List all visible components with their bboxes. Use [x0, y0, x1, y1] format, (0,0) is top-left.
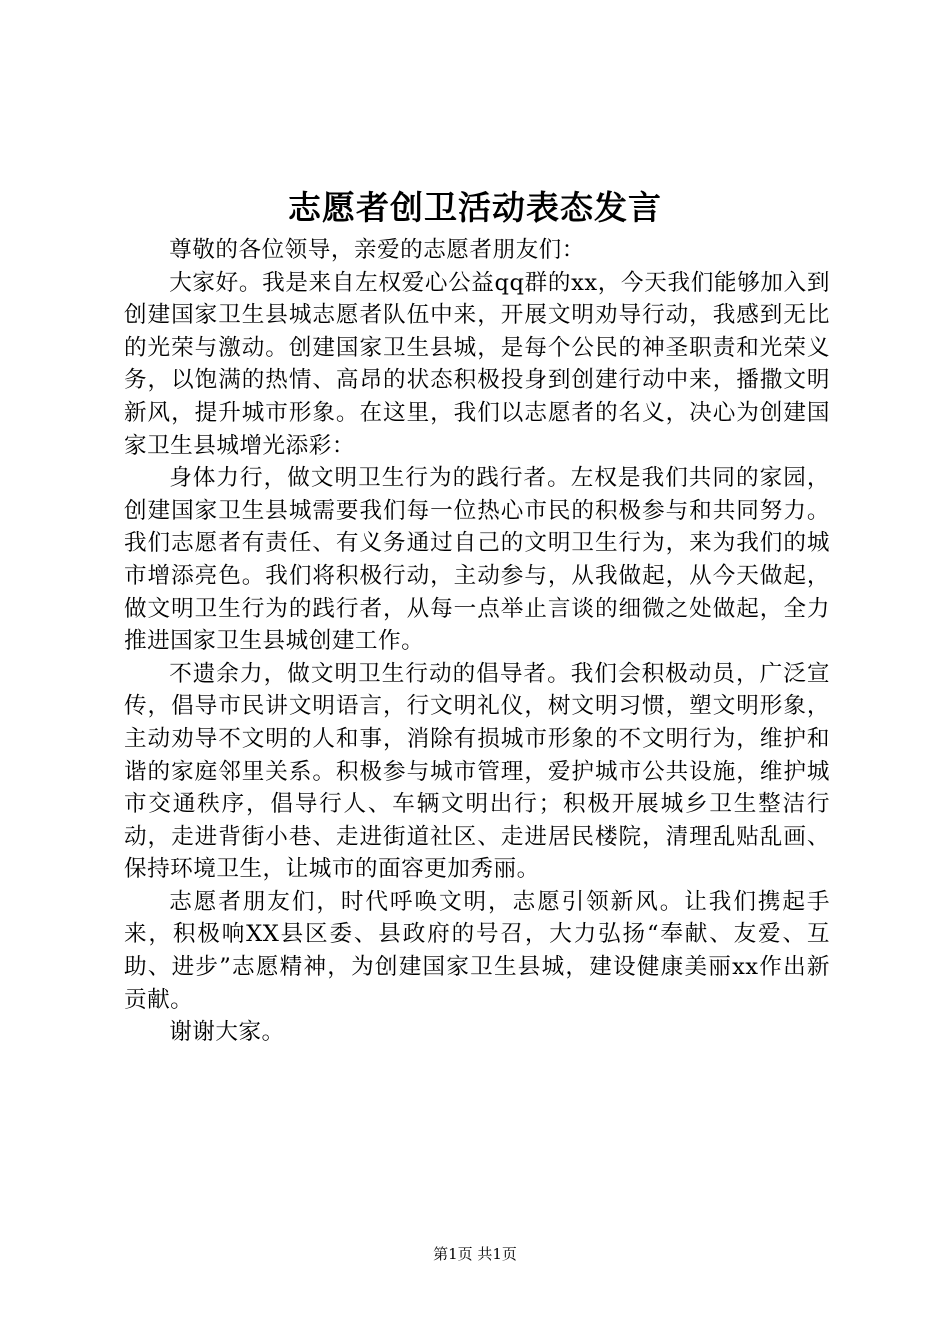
document-title: 志愿者创卫活动表态发言 [288, 188, 662, 227]
page-number-footer: 第1页 共1页 [433, 1245, 517, 1263]
document-body [124, 234, 830, 1049]
advocacy-paragraph: 不遗余力，做文明卫生行动的倡导者。我们会积极动员，广泛宣传，倡导市民讲文明语言，行文明礼仪，树文明习惯，塑文明形象，主动劝导不文明的人和事，消除有损城市形象的不文明行为，维护和谐的家庭邻里关系。积极参与城市管理，爱护城市公共设施，维护城市交通秩序，倡导行人、车辆文明出行；积极开展城乡卫生整洁行动，走进背街小巷、走进街道社区、走进居民楼院，清理乱贴乱画、保持环境卫生，让城市的面容更加秀丽。 [124, 660, 830, 883]
salutation-paragraph: 尊敬的各位领导，亲爱的志愿者朋友们： [169, 237, 585, 263]
call-to-action-paragraph: 志愿者朋友们，时代呼唤文明，志愿引领新风。让我们携起手来，积极响XX县区委、县政府的号召，大力弘扬“奉献、友爱、互助、进步”志愿精神，为创建国家卫生县城，建设健康美丽xx作出新贡献。 [124, 888, 830, 1013]
practice-paragraph: 身体力行，做文明卫生行为的践行者。左权是我们共同的家园，创建国家卫生县城需要我们每一位热心市民的积极参与和共同努力。我们志愿者有责任、有义务通过自己的文明卫生行为，来为我们的城市增添亮色。我们将积极行动，主动参与，从我做起，从今天做起，做文明卫生行为的践行者，从每一点举止言谈的细微之处做起，全力推进国家卫生县城创建工作。 [124, 465, 830, 655]
greeting-paragraph: 大家好。我是来自左权爱心公益qq群的xx，今天我们能够加入到创建国家卫生县城志愿者队伍中来，开展文明劝导行动，我感到无比的光荣与激动。创建国家卫生县城，是每个公民的神圣职责和光荣义务，以饱满的热情、高昂的状态积极投身到创建行动中来，播撒文明新风，提升城市形象。在这里，我们以志愿者的名义，决心为创建国家卫生县城增光添彩： [124, 269, 830, 459]
closing-paragraph: 谢谢大家。 [169, 1019, 285, 1046]
